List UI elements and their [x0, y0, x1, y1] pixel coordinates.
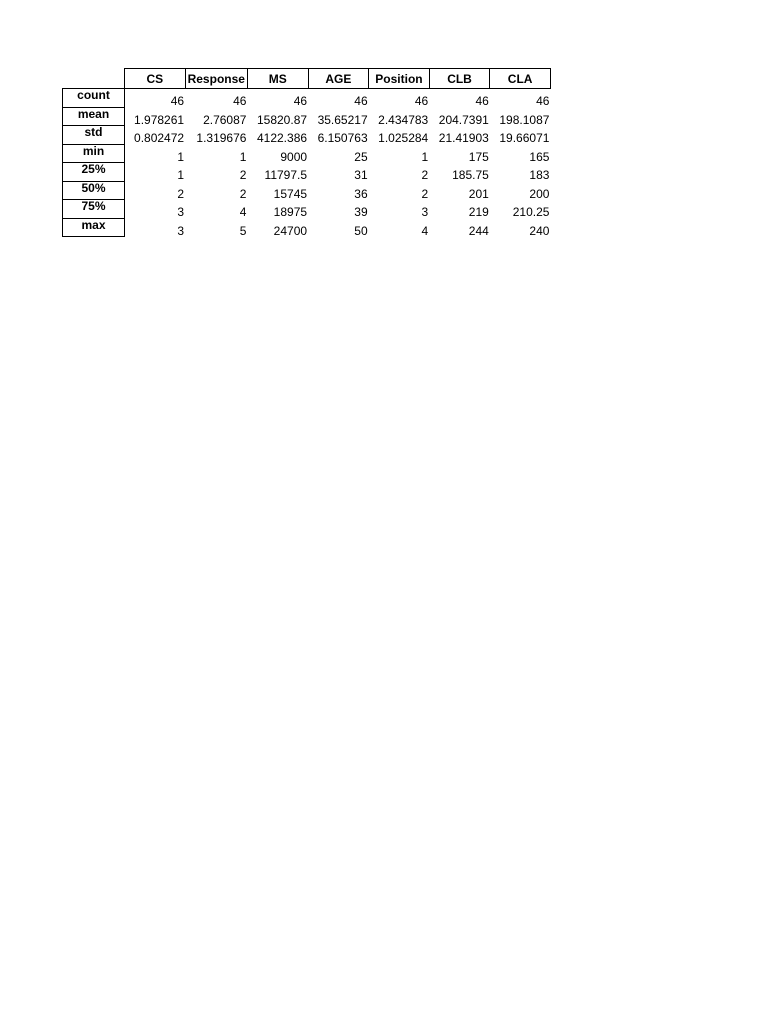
row-header-25-percent: 25% [63, 163, 125, 182]
table-cell: 240 [529, 223, 550, 237]
table-cell: 25 [354, 149, 368, 163]
table-cell: 1 [239, 149, 247, 163]
table-cell: 244 [468, 223, 489, 237]
table-cell: 6.150763 [317, 131, 368, 144]
table-cell: 1 [177, 149, 185, 163]
table-cell: 1.319676 [196, 131, 247, 144]
corner-cell [63, 69, 125, 89]
table-cell: 1 [421, 149, 429, 163]
row-header-min: min [63, 144, 125, 163]
table-cell: 200 [529, 186, 550, 200]
table-cell: 3 [177, 223, 185, 237]
table-cell: 31 [354, 168, 368, 181]
row-header-count: count [63, 89, 125, 108]
table-cell: 1 [177, 168, 185, 181]
table-cell: 9000 [280, 149, 308, 163]
table-cell: 185.75 [452, 168, 489, 181]
column-header-cs: CS [125, 69, 186, 89]
table-cell: 46 [354, 94, 368, 107]
row-header-std: std [63, 126, 125, 145]
table-cell: 183 [529, 168, 550, 181]
table-cell: 4 [421, 223, 429, 237]
table-cell: 175 [468, 149, 489, 163]
table-row [63, 107, 551, 126]
table-row [63, 200, 551, 219]
column-header-cla: CLA [490, 69, 551, 89]
table-cell: 4122.386 [256, 131, 308, 144]
table-cell: 3 [177, 205, 185, 218]
table-row [63, 89, 551, 108]
table-cell: 2 [177, 186, 185, 200]
table-cell: 2 [421, 168, 429, 181]
row-header-50-percent: 50% [63, 181, 125, 200]
table-row [63, 163, 551, 182]
table-cell: 2 [421, 186, 429, 200]
table-cell: 1.978261 [134, 112, 185, 126]
table-cell: 1.025284 [378, 131, 429, 144]
table-cell: 11797.5 [264, 168, 308, 181]
table-cell: 46 [170, 94, 185, 107]
table-cell: 21.41903 [438, 131, 489, 144]
table-cell: 165 [529, 149, 550, 163]
table-cell: 46 [475, 94, 489, 107]
table-cell: 46 [233, 94, 247, 107]
table-row [63, 181, 551, 200]
table-row [63, 126, 551, 145]
table-cell: 4 [239, 205, 247, 218]
table-cell: 219 [468, 205, 489, 218]
table-cell: 204.7391 [438, 112, 489, 126]
summary-statistics-table [62, 68, 551, 237]
row-header-max: max [63, 218, 125, 237]
table-cell: 36 [354, 186, 368, 200]
table-cell: 39 [354, 205, 368, 218]
column-header-response: Response [185, 69, 247, 89]
table-cell: 18975 [273, 205, 308, 218]
column-header-position: Position [369, 69, 430, 89]
table-cell: 5 [239, 223, 247, 237]
table-cell: 35.65217 [317, 112, 368, 126]
table-cell: 24700 [273, 223, 308, 237]
table-cell: 19.66071 [499, 131, 550, 144]
table-cell: 46 [536, 94, 550, 107]
table-cell: 15820.87 [256, 112, 308, 126]
column-header-clb: CLB [429, 69, 490, 89]
table-cell: 2 [239, 168, 247, 181]
table-cell: 210.25 [512, 205, 550, 218]
summary-statistics-sheet [62, 68, 551, 237]
table-cell: 15745 [273, 186, 308, 200]
table-row [63, 144, 551, 163]
table-cell: 3 [421, 205, 429, 218]
table-cell: 2.434783 [378, 112, 429, 126]
table-cell: 46 [414, 94, 429, 107]
table-cell: 198.1087 [499, 112, 550, 126]
row-header-mean: mean [63, 107, 125, 126]
table-cell: 0.802472 [134, 131, 185, 144]
row-header-75-percent: 75% [63, 200, 125, 219]
table-cell: 46 [293, 94, 308, 107]
table-cell: 50 [354, 223, 368, 237]
column-header-ms: MS [247, 69, 308, 89]
table-cell: 2 [239, 186, 247, 200]
table-cell: 201 [468, 186, 489, 200]
header-row [63, 69, 551, 89]
table-row [63, 218, 551, 237]
column-header-age: AGE [308, 69, 369, 89]
table-cell: 2.76087 [203, 112, 247, 126]
